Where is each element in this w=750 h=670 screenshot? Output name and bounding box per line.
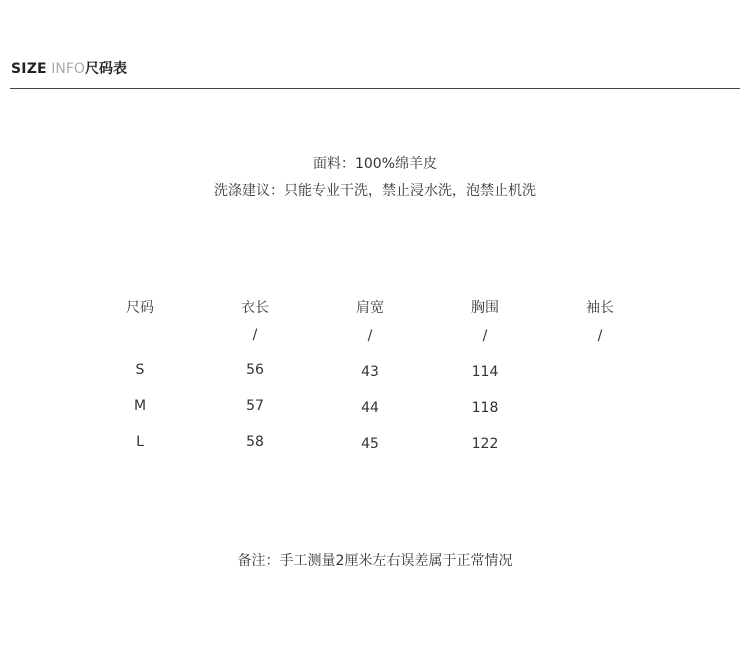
table-header-size: 尺码 bbox=[126, 300, 154, 316]
table-row-l-size: L bbox=[136, 434, 144, 450]
table-row-s-chest: 114 bbox=[471, 364, 499, 380]
header-title-size: SIZE bbox=[11, 61, 47, 77]
table-row-l-length: 58 bbox=[246, 434, 264, 450]
table-row-l-chest: 122 bbox=[471, 436, 499, 452]
table-unit-shoulder: / bbox=[367, 328, 373, 344]
table-row-s-shoulder: 43 bbox=[361, 364, 379, 380]
table-unit-sleeve: / bbox=[597, 328, 603, 344]
table-row-m-shoulder: 44 bbox=[361, 400, 379, 416]
table-row-l-shoulder: 45 bbox=[361, 436, 379, 452]
header-divider bbox=[10, 88, 740, 89]
page-header bbox=[11, 60, 127, 78]
table-row-s-length: 56 bbox=[246, 362, 264, 378]
table-row-m-chest: 118 bbox=[471, 400, 499, 416]
table-row-m-size: M bbox=[133, 398, 147, 414]
care-instructions: 洗涤建议：只能专业干洗，禁止浸水洗，泡禁止机洗 bbox=[214, 183, 536, 199]
header-title-zh: 尺码表 bbox=[84, 61, 127, 77]
measurement-note: 备注：手工测量2厘米左右误差属于正常情况 bbox=[237, 553, 513, 569]
table-header-sleeve: 袖长 bbox=[586, 300, 614, 316]
table-row-s-size: S bbox=[135, 362, 145, 378]
table-unit-length: / bbox=[252, 327, 258, 343]
table-unit-chest: / bbox=[482, 328, 488, 344]
table-header-chest: 胸围 bbox=[471, 300, 499, 316]
table-header-shoulder: 肩宽 bbox=[356, 300, 384, 316]
fabric-info: 面料：100%绵羊皮 bbox=[312, 156, 438, 172]
table-header-length: 衣长 bbox=[241, 300, 269, 316]
header-title-info: INFO bbox=[51, 61, 85, 77]
table-row-m-length: 57 bbox=[246, 398, 264, 414]
